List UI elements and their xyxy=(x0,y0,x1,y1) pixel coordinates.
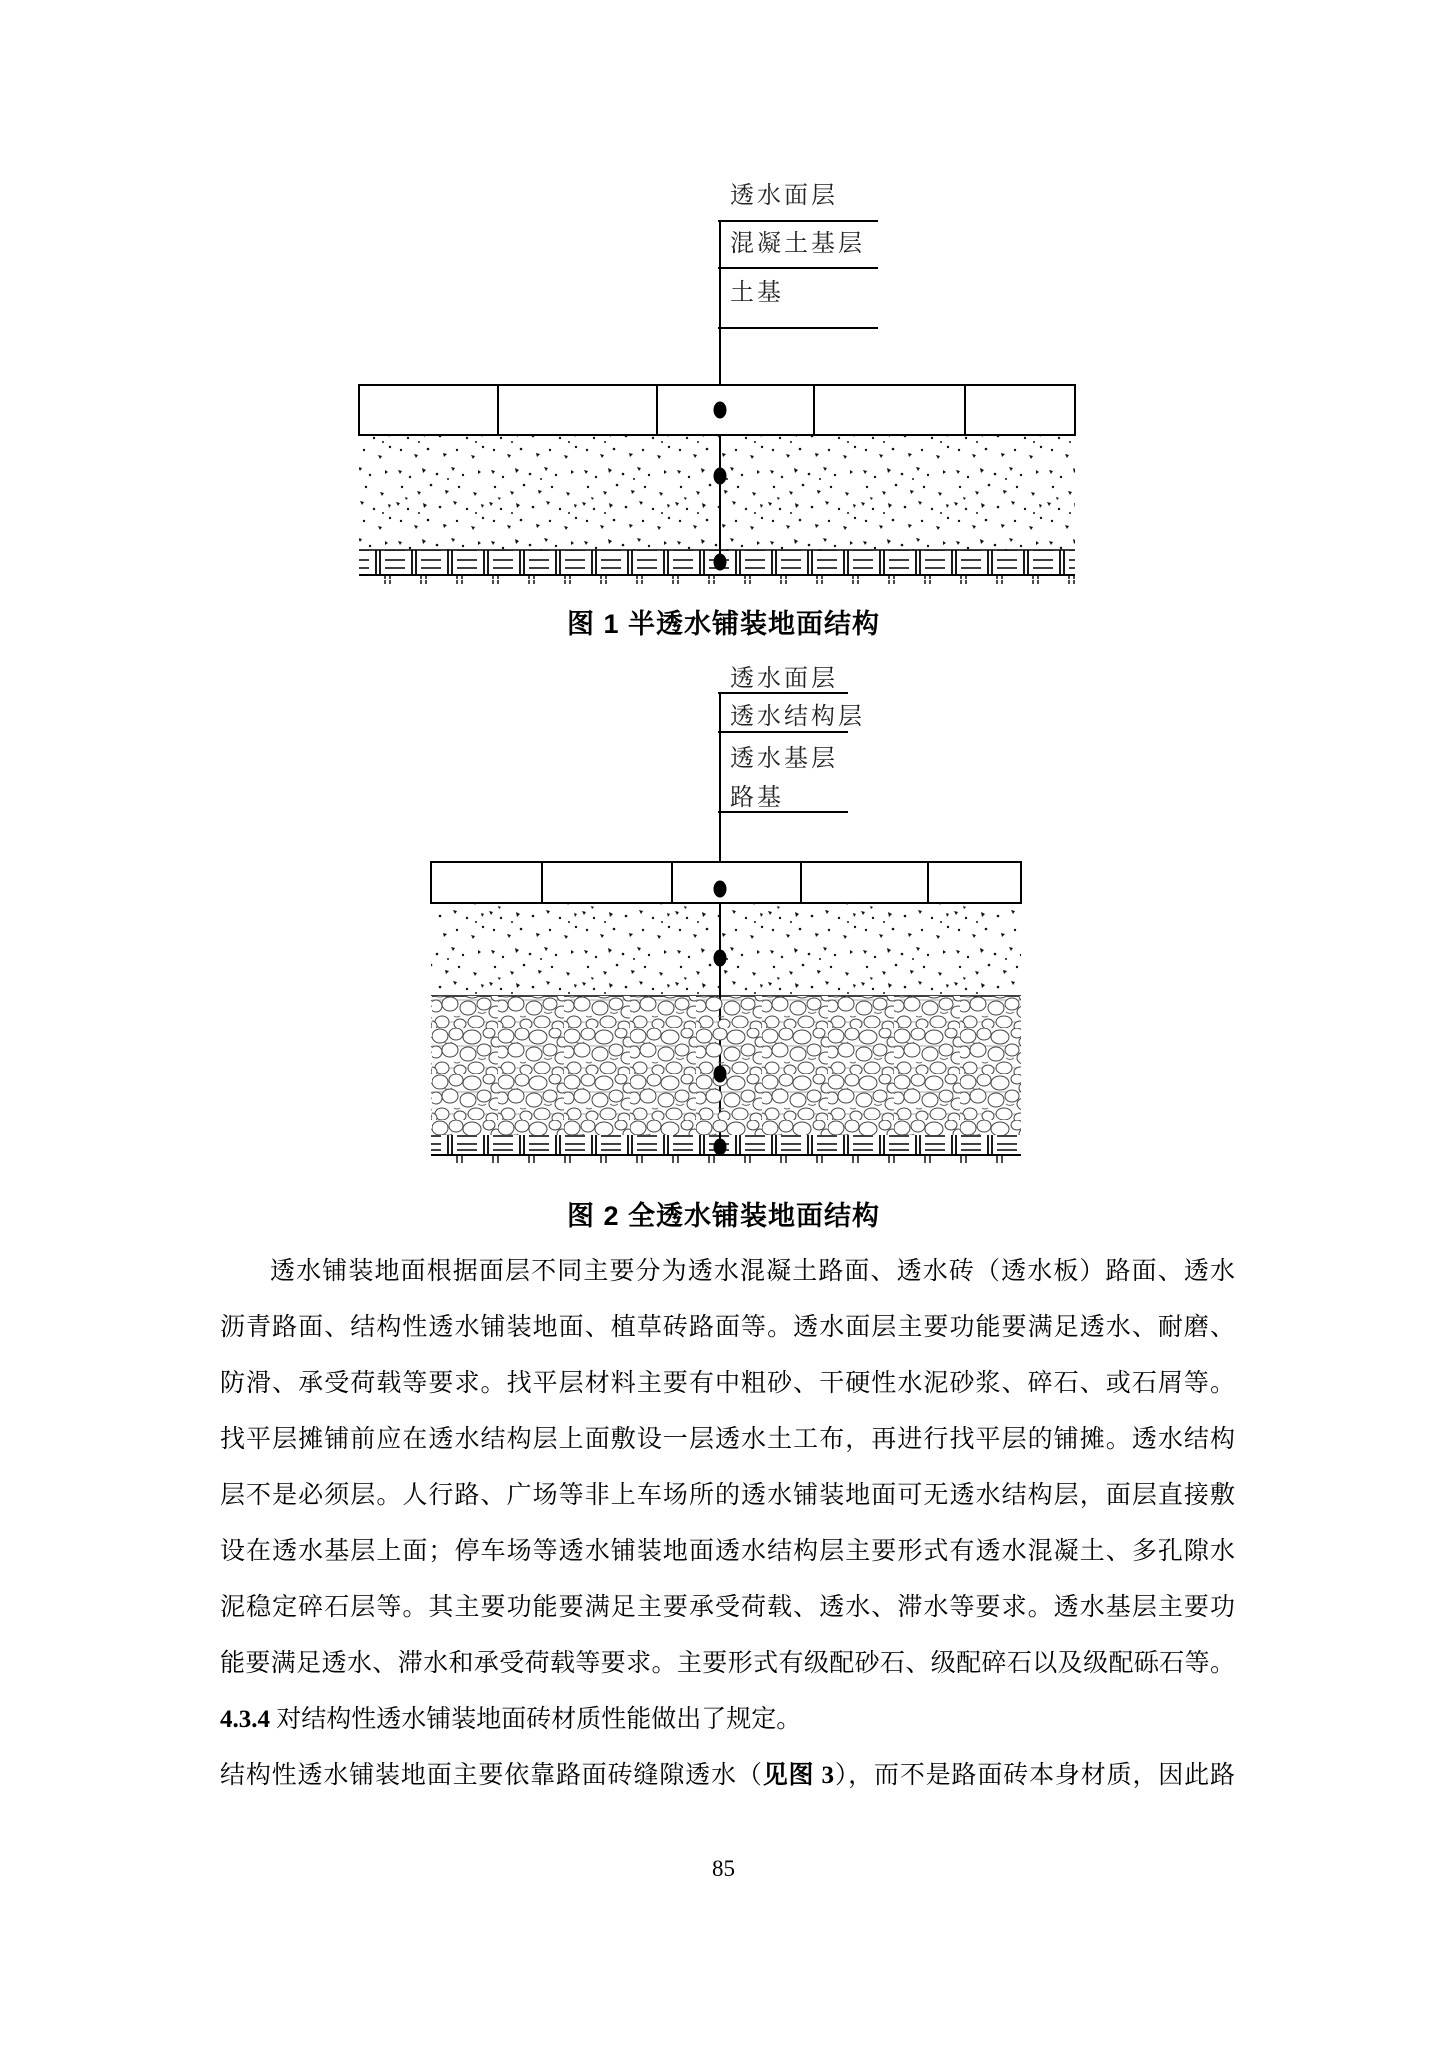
reference-dot xyxy=(714,950,727,967)
page-number: 85 xyxy=(712,1856,735,1881)
layer-label: 透水结构层 xyxy=(730,704,865,730)
body-line xyxy=(220,1468,1235,1524)
figure-1-diagram xyxy=(300,180,1110,590)
roadbed-ticks xyxy=(431,1156,1021,1164)
body-run-bold: 见图 3 xyxy=(762,1762,834,1789)
permeable-structural-layer xyxy=(431,903,1021,996)
body-run: 透水铺装地面根据面层不同主要分为透水混凝土路面、透水砖（透水板）路面、透水 xyxy=(270,1258,1235,1285)
body-run: 对结构性透水铺装地面砖材质性能做出了规定。 xyxy=(270,1706,802,1733)
layer-label: 土基 xyxy=(730,280,784,306)
body-run: 防滑、承受荷载等要求。找平层材料主要有中粗砂、干硬性水泥砂浆、碎石、或石屑等。 xyxy=(220,1370,1235,1397)
body-run: 找平层摊铺前应在透水结构层上面敷设一层透水土工布，再进行找平层的铺摊。透水结构 xyxy=(220,1426,1235,1453)
body-text xyxy=(220,1244,1235,1804)
figure-2 xyxy=(300,660,1110,1175)
body-run: 沥青路面、结构性透水铺装地面、植草砖路面等。透水面层主要功能要满足透水、耐磨、 xyxy=(220,1314,1235,1341)
layer-label: 路基 xyxy=(730,785,784,811)
body-line xyxy=(220,1580,1235,1636)
reference-dot xyxy=(714,1139,727,1156)
paver-layer xyxy=(431,862,1021,903)
body-run: 设在透水基层上面；停车场等透水铺装地面透水结构层主要形式有透水混凝土、多孔隙水 xyxy=(220,1538,1235,1565)
body-line xyxy=(220,1244,1235,1300)
body-line xyxy=(220,1412,1235,1468)
concrete-base-layer xyxy=(359,435,1075,550)
reference-dot xyxy=(714,402,727,419)
layer-label: 透水面层 xyxy=(730,183,838,209)
body-line xyxy=(220,1300,1235,1356)
body-line xyxy=(220,1748,1235,1804)
layer-label: 透水基层 xyxy=(730,746,838,772)
body-run: 泥稳定碎石层等。其主要功能要满足主要承受荷载、透水、滞水等要求。透水基层主要功 xyxy=(220,1594,1235,1621)
permeable-base-layer xyxy=(431,996,1021,1135)
body-run: 层不是必须层。人行路、广场等非上车场所的透水铺装地面可无透水结构层，面层直接敷 xyxy=(220,1482,1235,1509)
body-run: ），而不是路面砖本身材质，因此路 xyxy=(833,1762,1235,1789)
body-line xyxy=(220,1692,1235,1748)
reference-dot xyxy=(714,554,727,571)
figure-1-caption: 图 1 半透水铺装地面结构 xyxy=(566,609,881,639)
body-run: 能要满足透水、滞水和承受荷载等要求。主要形式有级配砂石、级配碎石以及级配砾石等。 xyxy=(220,1650,1235,1677)
body-line xyxy=(220,1524,1235,1580)
figure-1 xyxy=(300,180,1110,590)
reference-dot xyxy=(714,1066,727,1083)
layer-label: 混凝土基层 xyxy=(730,231,865,257)
layer-label: 透水面层 xyxy=(730,666,838,692)
reference-dot xyxy=(714,881,727,898)
body-run-bold: 4.3.4 xyxy=(220,1706,270,1733)
subgrade-ticks xyxy=(359,576,1075,584)
figure-2-diagram xyxy=(300,660,1110,1175)
body-line xyxy=(220,1356,1235,1412)
figure-2-caption: 图 2 全透水铺装地面结构 xyxy=(566,1201,881,1231)
body-run: 结构性透水铺装地面主要依靠路面砖缝隙透水（ xyxy=(220,1762,763,1789)
reference-dot xyxy=(714,468,727,485)
body-line xyxy=(220,1636,1235,1692)
